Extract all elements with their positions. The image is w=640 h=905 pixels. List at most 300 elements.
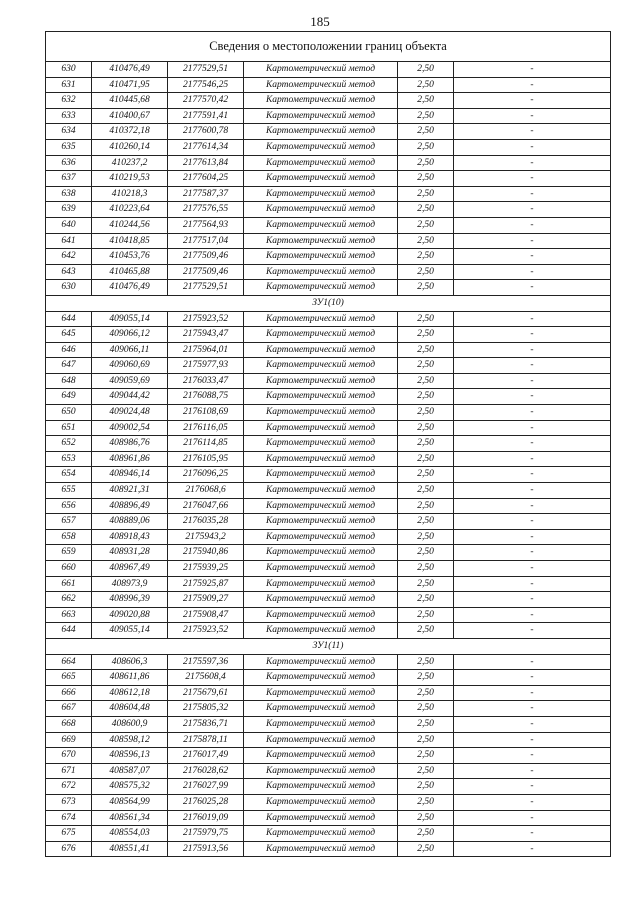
accuracy-cell: 2,50 bbox=[398, 732, 454, 748]
x-coordinate-cell: 410223,64 bbox=[92, 202, 168, 218]
point-number-cell: 673 bbox=[46, 794, 92, 810]
point-number-cell: 671 bbox=[46, 763, 92, 779]
accuracy-cell: 2,50 bbox=[398, 716, 454, 732]
table-row bbox=[46, 826, 611, 842]
method-cell: Картометрический метод bbox=[244, 202, 398, 218]
accuracy-cell: 2,50 bbox=[398, 62, 454, 78]
accuracy-cell: 2,50 bbox=[398, 483, 454, 499]
description-cell: - bbox=[454, 483, 611, 499]
description-cell: - bbox=[454, 264, 611, 280]
table-row bbox=[46, 311, 611, 327]
y-coordinate-cell: 2175909,27 bbox=[168, 592, 244, 608]
x-coordinate-cell: 408921,31 bbox=[92, 483, 168, 499]
point-number-cell: 665 bbox=[46, 670, 92, 686]
point-number-cell: 630 bbox=[46, 62, 92, 78]
description-cell: - bbox=[454, 139, 611, 155]
point-number-cell: 634 bbox=[46, 124, 92, 140]
y-coordinate-cell: 2176035,28 bbox=[168, 514, 244, 530]
accuracy-cell: 2,50 bbox=[398, 763, 454, 779]
point-number-cell: 635 bbox=[46, 139, 92, 155]
accuracy-cell: 2,50 bbox=[398, 498, 454, 514]
table-row bbox=[46, 373, 611, 389]
point-number-cell: 661 bbox=[46, 576, 92, 592]
accuracy-cell: 2,50 bbox=[398, 217, 454, 233]
point-number-cell: 640 bbox=[46, 217, 92, 233]
table-row bbox=[46, 514, 611, 530]
accuracy-cell: 2,50 bbox=[398, 77, 454, 93]
accuracy-cell: 2,50 bbox=[398, 748, 454, 764]
accuracy-cell: 2,50 bbox=[398, 373, 454, 389]
accuracy-cell: 2,50 bbox=[398, 249, 454, 265]
y-coordinate-cell: 2176088,75 bbox=[168, 389, 244, 405]
method-cell: Картометрический метод bbox=[244, 748, 398, 764]
x-coordinate-cell: 410476,49 bbox=[92, 280, 168, 296]
accuracy-cell: 2,50 bbox=[398, 794, 454, 810]
table-row bbox=[46, 171, 611, 187]
description-cell: - bbox=[454, 202, 611, 218]
section-label: ЗУ1(10) bbox=[46, 295, 611, 311]
description-cell: - bbox=[454, 529, 611, 545]
x-coordinate-cell: 408551,41 bbox=[92, 841, 168, 857]
x-coordinate-cell: 409055,14 bbox=[92, 311, 168, 327]
y-coordinate-cell: 2175878,11 bbox=[168, 732, 244, 748]
x-coordinate-cell: 408961,86 bbox=[92, 451, 168, 467]
accuracy-cell: 2,50 bbox=[398, 108, 454, 124]
x-coordinate-cell: 408575,32 bbox=[92, 779, 168, 795]
table-row bbox=[46, 124, 611, 140]
table-row bbox=[46, 701, 611, 717]
description-cell: - bbox=[454, 810, 611, 826]
method-cell: Картометрический метод bbox=[244, 139, 398, 155]
accuracy-cell: 2,50 bbox=[398, 670, 454, 686]
description-cell: - bbox=[454, 841, 611, 857]
table-row bbox=[46, 529, 611, 545]
method-cell: Картометрический метод bbox=[244, 826, 398, 842]
point-number-cell: 669 bbox=[46, 732, 92, 748]
x-coordinate-cell: 408931,28 bbox=[92, 545, 168, 561]
accuracy-cell: 2,50 bbox=[398, 451, 454, 467]
y-coordinate-cell: 2176105,95 bbox=[168, 451, 244, 467]
x-coordinate-cell: 410471,95 bbox=[92, 77, 168, 93]
accuracy-cell: 2,50 bbox=[398, 202, 454, 218]
method-cell: Картометрический метод bbox=[244, 561, 398, 577]
accuracy-cell: 2,50 bbox=[398, 529, 454, 545]
accuracy-cell: 2,50 bbox=[398, 139, 454, 155]
y-coordinate-cell: 2177517,04 bbox=[168, 233, 244, 249]
table-row bbox=[46, 436, 611, 452]
table-title-row bbox=[46, 32, 611, 62]
description-cell: - bbox=[454, 358, 611, 374]
point-number-cell: 653 bbox=[46, 451, 92, 467]
description-cell: - bbox=[454, 685, 611, 701]
method-cell: Картометрический метод bbox=[244, 467, 398, 483]
point-number-cell: 655 bbox=[46, 483, 92, 499]
y-coordinate-cell: 2175805,32 bbox=[168, 701, 244, 717]
x-coordinate-cell: 409060,69 bbox=[92, 358, 168, 374]
method-cell: Картометрический метод bbox=[244, 233, 398, 249]
point-number-cell: 638 bbox=[46, 186, 92, 202]
accuracy-cell: 2,50 bbox=[398, 420, 454, 436]
description-cell: - bbox=[454, 342, 611, 358]
x-coordinate-cell: 410260,14 bbox=[92, 139, 168, 155]
method-cell: Картометрический метод bbox=[244, 451, 398, 467]
method-cell: Картометрический метод bbox=[244, 483, 398, 499]
y-coordinate-cell: 2177509,46 bbox=[168, 264, 244, 280]
accuracy-cell: 2,50 bbox=[398, 810, 454, 826]
table-row bbox=[46, 763, 611, 779]
y-coordinate-cell: 2177546,25 bbox=[168, 77, 244, 93]
table-row bbox=[46, 249, 611, 265]
description-cell: - bbox=[454, 654, 611, 670]
description-cell: - bbox=[454, 280, 611, 296]
y-coordinate-cell: 2175979,75 bbox=[168, 826, 244, 842]
y-coordinate-cell: 2177529,51 bbox=[168, 280, 244, 296]
accuracy-cell: 2,50 bbox=[398, 436, 454, 452]
section-header-row bbox=[46, 638, 611, 654]
table-row bbox=[46, 358, 611, 374]
x-coordinate-cell: 409024,48 bbox=[92, 405, 168, 421]
table-row bbox=[46, 62, 611, 78]
description-cell: - bbox=[454, 623, 611, 639]
method-cell: Картометрический метод bbox=[244, 342, 398, 358]
point-number-cell: 670 bbox=[46, 748, 92, 764]
x-coordinate-cell: 408612,18 bbox=[92, 685, 168, 701]
method-cell: Картометрический метод bbox=[244, 327, 398, 343]
table-row bbox=[46, 389, 611, 405]
method-cell: Картометрический метод bbox=[244, 249, 398, 265]
table-row bbox=[46, 233, 611, 249]
table-row bbox=[46, 498, 611, 514]
table-row bbox=[46, 420, 611, 436]
point-number-cell: 666 bbox=[46, 685, 92, 701]
point-number-cell: 675 bbox=[46, 826, 92, 842]
x-coordinate-cell: 408918,43 bbox=[92, 529, 168, 545]
description-cell: - bbox=[454, 732, 611, 748]
point-number-cell: 667 bbox=[46, 701, 92, 717]
accuracy-cell: 2,50 bbox=[398, 280, 454, 296]
table-row bbox=[46, 342, 611, 358]
table-row bbox=[46, 670, 611, 686]
description-cell: - bbox=[454, 233, 611, 249]
accuracy-cell: 2,50 bbox=[398, 93, 454, 109]
point-number-cell: 647 bbox=[46, 358, 92, 374]
x-coordinate-cell: 408564,99 bbox=[92, 794, 168, 810]
point-number-cell: 668 bbox=[46, 716, 92, 732]
table-row bbox=[46, 217, 611, 233]
accuracy-cell: 2,50 bbox=[398, 389, 454, 405]
table-row bbox=[46, 483, 611, 499]
description-cell: - bbox=[454, 108, 611, 124]
point-number-cell: 639 bbox=[46, 202, 92, 218]
y-coordinate-cell: 2176116,05 bbox=[168, 420, 244, 436]
description-cell: - bbox=[454, 701, 611, 717]
method-cell: Картометрический метод bbox=[244, 405, 398, 421]
x-coordinate-cell: 410218,3 bbox=[92, 186, 168, 202]
table-row bbox=[46, 264, 611, 280]
accuracy-cell: 2,50 bbox=[398, 607, 454, 623]
description-cell: - bbox=[454, 576, 611, 592]
y-coordinate-cell: 2177591,41 bbox=[168, 108, 244, 124]
table-title: Сведения о местоположении границ объекта bbox=[46, 32, 611, 62]
description-cell: - bbox=[454, 561, 611, 577]
y-coordinate-cell: 2175608,4 bbox=[168, 670, 244, 686]
method-cell: Картометрический метод bbox=[244, 763, 398, 779]
method-cell: Картометрический метод bbox=[244, 498, 398, 514]
description-cell: - bbox=[454, 405, 611, 421]
table-row bbox=[46, 77, 611, 93]
table-row bbox=[46, 607, 611, 623]
table-row bbox=[46, 841, 611, 857]
section-header-row bbox=[46, 295, 611, 311]
accuracy-cell: 2,50 bbox=[398, 841, 454, 857]
description-cell: - bbox=[454, 373, 611, 389]
point-number-cell: 642 bbox=[46, 249, 92, 265]
method-cell: Картометрический метод bbox=[244, 420, 398, 436]
description-cell: - bbox=[454, 826, 611, 842]
point-number-cell: 672 bbox=[46, 779, 92, 795]
point-number-cell: 636 bbox=[46, 155, 92, 171]
description-cell: - bbox=[454, 794, 611, 810]
description-cell: - bbox=[454, 763, 611, 779]
method-cell: Картометрический метод bbox=[244, 217, 398, 233]
description-cell: - bbox=[454, 748, 611, 764]
y-coordinate-cell: 2175925,87 bbox=[168, 576, 244, 592]
accuracy-cell: 2,50 bbox=[398, 233, 454, 249]
y-coordinate-cell: 2177614,34 bbox=[168, 139, 244, 155]
accuracy-cell: 2,50 bbox=[398, 264, 454, 280]
table-row bbox=[46, 155, 611, 171]
accuracy-cell: 2,50 bbox=[398, 561, 454, 577]
point-number-cell: 633 bbox=[46, 108, 92, 124]
point-number-cell: 643 bbox=[46, 264, 92, 280]
x-coordinate-cell: 410372,18 bbox=[92, 124, 168, 140]
method-cell: Картометрический метод bbox=[244, 779, 398, 795]
x-coordinate-cell: 408596,13 bbox=[92, 748, 168, 764]
accuracy-cell: 2,50 bbox=[398, 155, 454, 171]
table-row bbox=[46, 576, 611, 592]
x-coordinate-cell: 410445,68 bbox=[92, 93, 168, 109]
point-number-cell: 662 bbox=[46, 592, 92, 608]
y-coordinate-cell: 2177600,78 bbox=[168, 124, 244, 140]
x-coordinate-cell: 408967,49 bbox=[92, 561, 168, 577]
description-cell: - bbox=[454, 451, 611, 467]
point-number-cell: 651 bbox=[46, 420, 92, 436]
description-cell: - bbox=[454, 77, 611, 93]
x-coordinate-cell: 409055,14 bbox=[92, 623, 168, 639]
method-cell: Картометрический метод bbox=[244, 108, 398, 124]
accuracy-cell: 2,50 bbox=[398, 654, 454, 670]
table-row bbox=[46, 794, 611, 810]
x-coordinate-cell: 410219,53 bbox=[92, 171, 168, 187]
y-coordinate-cell: 2175940,86 bbox=[168, 545, 244, 561]
description-cell: - bbox=[454, 124, 611, 140]
point-number-cell: 649 bbox=[46, 389, 92, 405]
table-row bbox=[46, 732, 611, 748]
accuracy-cell: 2,50 bbox=[398, 124, 454, 140]
description-cell: - bbox=[454, 217, 611, 233]
description-cell: - bbox=[454, 716, 611, 732]
x-coordinate-cell: 408604,48 bbox=[92, 701, 168, 717]
method-cell: Картометрический метод bbox=[244, 670, 398, 686]
point-number-cell: 654 bbox=[46, 467, 92, 483]
accuracy-cell: 2,50 bbox=[398, 623, 454, 639]
accuracy-cell: 2,50 bbox=[398, 685, 454, 701]
table-row bbox=[46, 561, 611, 577]
method-cell: Картометрический метод bbox=[244, 311, 398, 327]
table-row bbox=[46, 716, 611, 732]
x-coordinate-cell: 408973,9 bbox=[92, 576, 168, 592]
point-number-cell: 641 bbox=[46, 233, 92, 249]
method-cell: Картометрический метод bbox=[244, 358, 398, 374]
table-row bbox=[46, 779, 611, 795]
method-cell: Картометрический метод bbox=[244, 280, 398, 296]
point-number-cell: 659 bbox=[46, 545, 92, 561]
y-coordinate-cell: 2177613,84 bbox=[168, 155, 244, 171]
y-coordinate-cell: 2177604,25 bbox=[168, 171, 244, 187]
table-row bbox=[46, 93, 611, 109]
table-row bbox=[46, 623, 611, 639]
x-coordinate-cell: 408946,14 bbox=[92, 467, 168, 483]
table-row bbox=[46, 405, 611, 421]
x-coordinate-cell: 410453,76 bbox=[92, 249, 168, 265]
table-row bbox=[46, 467, 611, 483]
x-coordinate-cell: 410476,49 bbox=[92, 62, 168, 78]
method-cell: Картометрический метод bbox=[244, 810, 398, 826]
description-cell: - bbox=[454, 171, 611, 187]
table-row bbox=[46, 186, 611, 202]
y-coordinate-cell: 2176028,62 bbox=[168, 763, 244, 779]
x-coordinate-cell: 408611,86 bbox=[92, 670, 168, 686]
table-row bbox=[46, 654, 611, 670]
boundary-coordinates-table bbox=[45, 31, 611, 857]
x-coordinate-cell: 410237,2 bbox=[92, 155, 168, 171]
y-coordinate-cell: 2176017,49 bbox=[168, 748, 244, 764]
table-body bbox=[46, 32, 611, 857]
x-coordinate-cell: 408896,49 bbox=[92, 498, 168, 514]
accuracy-cell: 2,50 bbox=[398, 342, 454, 358]
y-coordinate-cell: 2177587,37 bbox=[168, 186, 244, 202]
y-coordinate-cell: 2175923,52 bbox=[168, 311, 244, 327]
description-cell: - bbox=[454, 436, 611, 452]
point-number-cell: 660 bbox=[46, 561, 92, 577]
description-cell: - bbox=[454, 514, 611, 530]
accuracy-cell: 2,50 bbox=[398, 592, 454, 608]
point-number-cell: 631 bbox=[46, 77, 92, 93]
y-coordinate-cell: 2176096,25 bbox=[168, 467, 244, 483]
accuracy-cell: 2,50 bbox=[398, 171, 454, 187]
point-number-cell: 657 bbox=[46, 514, 92, 530]
accuracy-cell: 2,50 bbox=[398, 826, 454, 842]
description-cell: - bbox=[454, 498, 611, 514]
description-cell: - bbox=[454, 779, 611, 795]
description-cell: - bbox=[454, 327, 611, 343]
description-cell: - bbox=[454, 670, 611, 686]
x-coordinate-cell: 409066,11 bbox=[92, 342, 168, 358]
y-coordinate-cell: 2177529,51 bbox=[168, 62, 244, 78]
x-coordinate-cell: 409066,12 bbox=[92, 327, 168, 343]
table-row bbox=[46, 545, 611, 561]
method-cell: Картометрический метод bbox=[244, 436, 398, 452]
table-row bbox=[46, 685, 611, 701]
description-cell: - bbox=[454, 249, 611, 265]
table-row bbox=[46, 592, 611, 608]
y-coordinate-cell: 2177570,42 bbox=[168, 93, 244, 109]
y-coordinate-cell: 2175913,56 bbox=[168, 841, 244, 857]
x-coordinate-cell: 409044,42 bbox=[92, 389, 168, 405]
method-cell: Картометрический метод bbox=[244, 576, 398, 592]
accuracy-cell: 2,50 bbox=[398, 327, 454, 343]
y-coordinate-cell: 2175943,47 bbox=[168, 327, 244, 343]
table-row bbox=[46, 139, 611, 155]
point-number-cell: 656 bbox=[46, 498, 92, 514]
point-number-cell: 644 bbox=[46, 311, 92, 327]
method-cell: Картометрический метод bbox=[244, 389, 398, 405]
y-coordinate-cell: 2176025,28 bbox=[168, 794, 244, 810]
x-coordinate-cell: 409002,54 bbox=[92, 420, 168, 436]
point-number-cell: 676 bbox=[46, 841, 92, 857]
method-cell: Картометрический метод bbox=[244, 545, 398, 561]
y-coordinate-cell: 2176033,47 bbox=[168, 373, 244, 389]
method-cell: Картометрический метод bbox=[244, 186, 398, 202]
point-number-cell: 664 bbox=[46, 654, 92, 670]
y-coordinate-cell: 2175943,2 bbox=[168, 529, 244, 545]
method-cell: Картометрический метод bbox=[244, 264, 398, 280]
description-cell: - bbox=[454, 389, 611, 405]
y-coordinate-cell: 2176114,85 bbox=[168, 436, 244, 452]
description-cell: - bbox=[454, 545, 611, 561]
y-coordinate-cell: 2175939,25 bbox=[168, 561, 244, 577]
point-number-cell: 630 bbox=[46, 280, 92, 296]
point-number-cell: 632 bbox=[46, 93, 92, 109]
y-coordinate-cell: 2176019,09 bbox=[168, 810, 244, 826]
method-cell: Картометрический метод bbox=[244, 607, 398, 623]
point-number-cell: 674 bbox=[46, 810, 92, 826]
y-coordinate-cell: 2175679,61 bbox=[168, 685, 244, 701]
x-coordinate-cell: 408606,3 bbox=[92, 654, 168, 670]
y-coordinate-cell: 2175908,47 bbox=[168, 607, 244, 623]
y-coordinate-cell: 2175964,01 bbox=[168, 342, 244, 358]
accuracy-cell: 2,50 bbox=[398, 545, 454, 561]
point-number-cell: 652 bbox=[46, 436, 92, 452]
point-number-cell: 644 bbox=[46, 623, 92, 639]
method-cell: Картометрический метод bbox=[244, 716, 398, 732]
description-cell: - bbox=[454, 420, 611, 436]
page-number: 185 bbox=[310, 14, 330, 29]
method-cell: Картометрический метод bbox=[244, 529, 398, 545]
point-number-cell: 650 bbox=[46, 405, 92, 421]
point-number-cell: 658 bbox=[46, 529, 92, 545]
description-cell: - bbox=[454, 311, 611, 327]
x-coordinate-cell: 408889,06 bbox=[92, 514, 168, 530]
description-cell: - bbox=[454, 467, 611, 483]
method-cell: Картометрический метод bbox=[244, 124, 398, 140]
x-coordinate-cell: 409020,88 bbox=[92, 607, 168, 623]
description-cell: - bbox=[454, 186, 611, 202]
method-cell: Картометрический метод bbox=[244, 592, 398, 608]
table-row bbox=[46, 451, 611, 467]
description-cell: - bbox=[454, 607, 611, 623]
description-cell: - bbox=[454, 592, 611, 608]
accuracy-cell: 2,50 bbox=[398, 514, 454, 530]
accuracy-cell: 2,50 bbox=[398, 467, 454, 483]
y-coordinate-cell: 2177509,46 bbox=[168, 249, 244, 265]
y-coordinate-cell: 2176027,99 bbox=[168, 779, 244, 795]
x-coordinate-cell: 410465,88 bbox=[92, 264, 168, 280]
y-coordinate-cell: 2177576,55 bbox=[168, 202, 244, 218]
method-cell: Картометрический метод bbox=[244, 701, 398, 717]
method-cell: Картометрический метод bbox=[244, 62, 398, 78]
accuracy-cell: 2,50 bbox=[398, 779, 454, 795]
